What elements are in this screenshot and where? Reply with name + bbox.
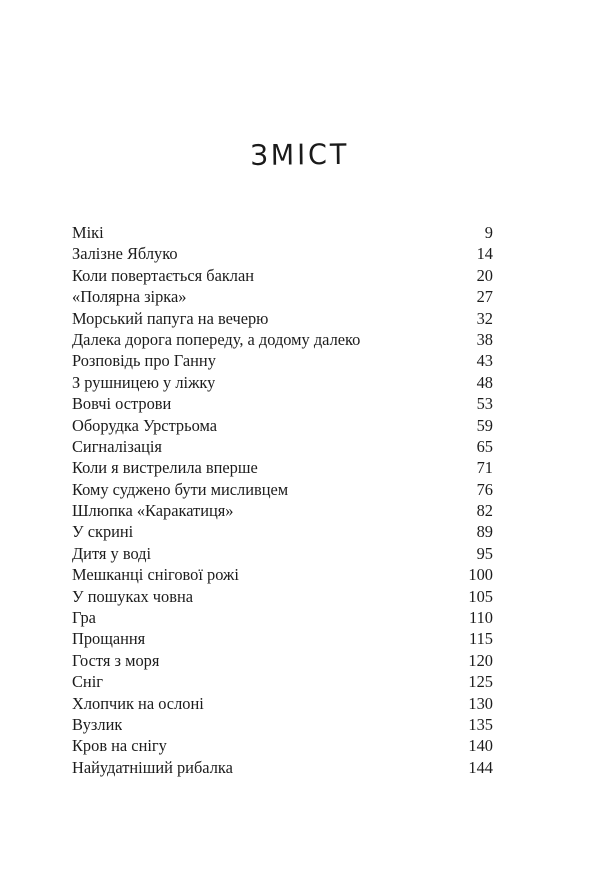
toc-entry-page-number: 144 <box>468 757 493 777</box>
toc-entry-title: У пошуках човна <box>72 586 193 606</box>
toc-entry-title: Хлопчик на ослоні <box>72 693 204 713</box>
toc-entry-title: З рушницею у ліжку <box>72 372 216 392</box>
toc-entry-title: Гра <box>72 608 96 628</box>
toc-entry-page-number: 95 <box>476 543 493 563</box>
toc-entry-title: Коли повертається баклан <box>72 265 255 285</box>
toc-entry-page-number: 65 <box>476 436 493 456</box>
toc-entry <box>72 222 493 243</box>
toc-entry-title: Вовчі острови <box>72 394 172 414</box>
toc-entry-title: Прощання <box>72 629 146 649</box>
toc-entry-title: Сніг <box>72 672 103 692</box>
toc-entry-page-number: 120 <box>468 650 493 670</box>
toc-entry-page-number: 59 <box>476 415 493 435</box>
toc-entry-title: У скрині <box>72 522 134 542</box>
toc-entry-title: Кров на снігу <box>72 736 167 756</box>
toc-entry-page-number: 130 <box>468 693 493 713</box>
toc-entry <box>72 415 493 436</box>
toc-entry <box>72 521 493 542</box>
toc-entry-title: Кому суджено бути мисливцем <box>72 479 289 499</box>
toc-entry-page-number: 135 <box>468 714 493 734</box>
toc-entry <box>72 500 493 521</box>
toc-entry-title: Дитя у воді <box>72 543 152 563</box>
toc-entry <box>72 757 493 778</box>
toc-entry-page-number: 71 <box>476 458 493 478</box>
toc-entry-title: Морський папуга на вечерю <box>72 308 269 328</box>
toc-entry-title: Гостя з моря <box>72 650 160 670</box>
toc-entry-title: «Полярна зірка» <box>72 287 187 307</box>
toc-entry <box>72 350 493 371</box>
toc-entry <box>72 628 493 649</box>
table-of-contents <box>72 222 493 778</box>
toc-entry <box>72 671 493 692</box>
toc-entry-title: Мешканці снігової рожі <box>72 565 239 585</box>
toc-entry <box>72 265 493 286</box>
toc-entry-page-number: 140 <box>468 736 493 756</box>
toc-entry-title: Далека дорога попереду, а додому далеко <box>72 329 361 349</box>
toc-entry-title: Коли я вистрелила вперше <box>72 458 258 478</box>
toc-entry-page-number: 76 <box>476 479 493 499</box>
toc-entry <box>72 308 493 329</box>
toc-entry <box>72 543 493 564</box>
toc-entry-page-number: 53 <box>476 394 493 414</box>
toc-entry-page-number: 125 <box>468 672 493 692</box>
toc-entry <box>72 650 493 671</box>
toc-entry-title: Розповідь про Ганну <box>72 351 216 371</box>
toc-entry <box>72 436 493 457</box>
toc-entry-page-number: 38 <box>476 329 493 349</box>
toc-entry <box>72 714 493 735</box>
toc-entry-page-number: 105 <box>468 586 493 606</box>
toc-entry-page-number: 20 <box>476 265 493 285</box>
toc-entry <box>72 586 493 607</box>
toc-entry-title: Оборудка Урстрьома <box>72 415 218 435</box>
toc-entry-page-number: 110 <box>469 608 493 628</box>
toc-entry <box>72 286 493 307</box>
toc-entry <box>72 564 493 585</box>
toc-entry-title: Сигналізація <box>72 436 162 456</box>
toc-entry <box>72 607 493 628</box>
toc-entry-title: Шлюпка «Каракатиця» <box>72 501 234 521</box>
toc-entry-page-number: 89 <box>476 522 493 542</box>
toc-entry-page-number: 27 <box>476 287 493 307</box>
toc-entry <box>72 457 493 478</box>
toc-entry <box>72 693 493 714</box>
toc-entry-title: Найудатніший рибалка <box>72 757 233 777</box>
toc-entry-page-number: 82 <box>476 501 493 521</box>
toc-entry-title: Мікі <box>72 223 104 242</box>
toc-entry <box>72 735 493 756</box>
toc-entry <box>72 372 493 393</box>
toc-entry <box>72 393 493 414</box>
toc-entry-page-number: 9 <box>484 223 493 242</box>
toc-entry-title: Залізне Яблуко <box>72 244 178 264</box>
toc-entry <box>72 329 493 350</box>
toc-entry-page-number: 14 <box>476 244 493 264</box>
toc-entry-page-number: 32 <box>476 308 493 328</box>
toc-entry-page-number: 43 <box>476 351 493 371</box>
toc-entry <box>72 243 493 264</box>
page-title: ЗМІСТ <box>250 138 350 173</box>
toc-entry <box>72 479 493 500</box>
toc-entry-page-number: 48 <box>476 372 493 392</box>
toc-entry-page-number: 100 <box>468 565 493 585</box>
toc-entry-title: Вузлик <box>72 714 123 734</box>
toc-entry-page-number: 115 <box>469 629 493 649</box>
